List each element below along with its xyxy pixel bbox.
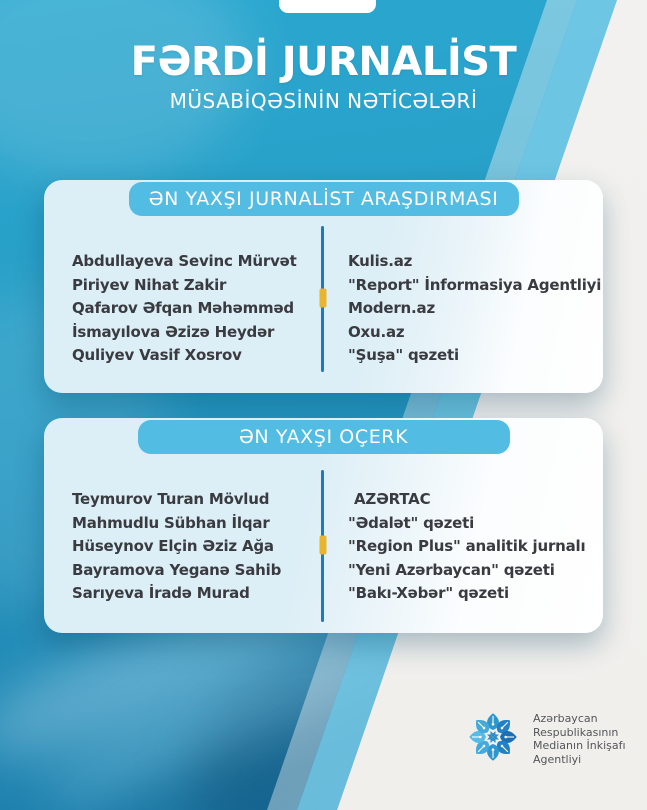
section-header-badge: ƏN YAXŞI OÇERK xyxy=(138,420,510,454)
page-subtitle: MÜSABİQƏSİNİN NƏTİCƏLƏRİ xyxy=(169,89,478,113)
media-agency-logo-icon xyxy=(466,708,520,770)
outlet-name: "Region Plus" analitik jurnalı xyxy=(348,537,586,555)
section-best-essay xyxy=(44,418,603,633)
outlet-name: "Şuşa" qəzeti xyxy=(348,346,459,364)
outlet-name: "Report" İnformasiya Agentliyi xyxy=(348,275,602,294)
column-divider xyxy=(321,470,324,622)
winner-name: Teymurov Turan Mövlud xyxy=(72,490,270,508)
agency-name-line: Medianın İnkişafı xyxy=(533,739,626,752)
outlet-name: Kulis.az xyxy=(348,252,413,270)
winner-name: Sarıyeva İradə Murad xyxy=(72,584,250,602)
page-title: FƏRDİ JURNALİST xyxy=(130,39,517,85)
poster-header xyxy=(0,40,647,114)
winner-name: Piriyev Nihat Zakir xyxy=(72,275,227,294)
agency-name-line: Agentliyi xyxy=(533,752,582,766)
agency-name xyxy=(533,712,626,766)
outlet-name: Modern.az xyxy=(348,299,435,317)
column-divider xyxy=(321,226,324,372)
section-header-badge: ƏN YAXŞI JURNALİST ARAŞDIRMASI xyxy=(129,182,519,216)
winner-name: İsmayılova Əzizə Heydər xyxy=(72,322,275,341)
outlet-name: AZƏRTAC xyxy=(354,490,431,508)
agency-branding xyxy=(466,708,626,770)
winner-name: Mahmudlu Sübhan İlqar xyxy=(72,513,270,532)
agency-name-line: Azərbaycan xyxy=(533,712,598,725)
outlet-list xyxy=(348,488,600,606)
outlet-name: "Bakı-Xəbər" qəzeti xyxy=(348,584,509,602)
winner-name: Hüseynov Elçin Əziz Ağa xyxy=(72,537,274,555)
agency-name-line: Respublikasının xyxy=(533,725,619,739)
winner-name: Qafarov Əfqan Məhəmməd xyxy=(72,299,294,317)
winner-name: Quliyev Vasif Xosrov xyxy=(72,346,242,364)
outlet-name: "Ədalət" qəzeti xyxy=(348,513,475,532)
section-best-investigation xyxy=(44,180,603,393)
winner-name: Bayramova Yeganə Sahib xyxy=(72,560,282,579)
winner-name: Abdullayeva Sevinc Mürvət xyxy=(72,252,297,270)
outlet-name: "Yeni Azərbaycan" qəzeti xyxy=(348,560,555,579)
winner-name-list xyxy=(72,488,320,606)
outlet-list xyxy=(348,250,600,368)
outlet-name: Oxu.az xyxy=(348,322,405,341)
winner-name-list xyxy=(72,250,320,368)
top-notch xyxy=(279,0,376,13)
